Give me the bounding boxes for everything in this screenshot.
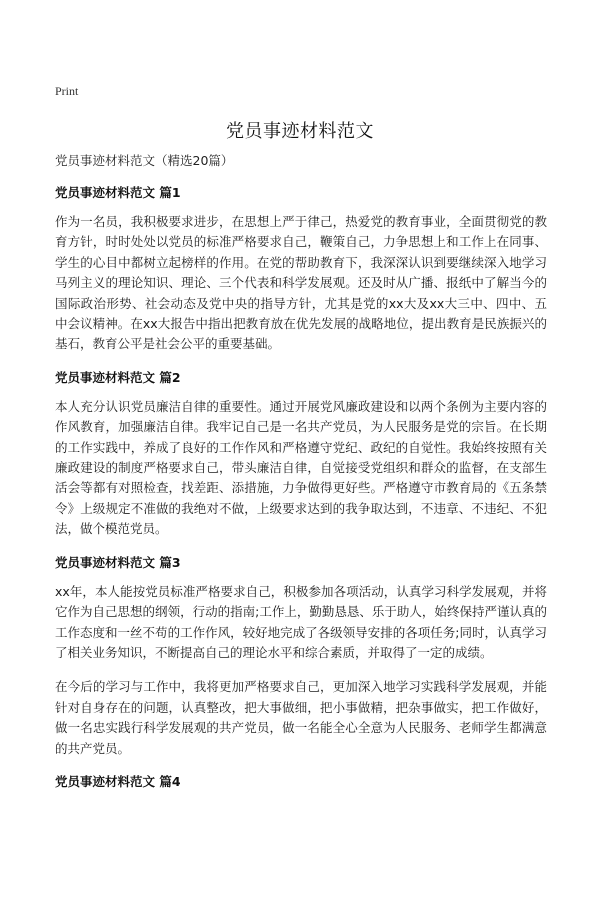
section-3-paragraph-2: 在今后的学习与工作中，我将更加严格要求自己，更加深入地学习实践科学发展观，并能针对自身存在的问题，认真整改，把大事做细，把小事做精，把杂事做实，把工作做好，做一名忠实践行科学发展观的共产党员，做一名能全心全意为人民服务、老师学生都满意的共产党员。 (55, 679, 547, 756)
section-1-paragraph-1: 作为一名员，我积极要求进步，在思想上严于律己，热爱党的教育事业，全面贯彻党的教育方针，时时处处以党员的标准严格要求自己，鞭策自己，力争思想上和工作上在同事、学生的心目中都树立起榜样的作用。在党的帮助教育下，我深深认识到要继续深入地学习马列主义的理论知识、理论、三个代表和科学发展观。还及时从广播、报纸中了解当今的国际政治形势、社会动态及党中央的指导方针，尤其是党的xx大及xx大三中、四中、五中会议精神。在xx大报告中指出把教育放在优先发展的战略地位，提出教育是民族振兴的基石，教育公平是社会公平的重要基础。 (55, 214, 547, 352)
print-label: Print (55, 84, 79, 98)
section-3-paragraph-1: xx年，本人能按党员标准严格要求自己，积极参加各项活动，认真学习科学发展观，并将它作为自己思想的纲领，行动的指南;工作上，勤勤恳恳、乐于助人，始终保持严谨认真的工作态度和一丝不苟的工作作风，较好地完成了各级领导安排的各项任务;同时，认真学习了相关业务知识，不断提高自己的理论水平和综合素质，并取得了一定的成绩。 (55, 583, 547, 660)
document-body (55, 152, 547, 801)
section-heading-2: 党员事迹材料范文 篇2 (55, 369, 181, 385)
document-title: 党员事迹材料范文 (226, 121, 374, 142)
section-heading-3: 党员事迹材料范文 篇3 (55, 554, 181, 570)
document-subtitle: 党员事迹材料范文（精选20篇） (55, 153, 234, 168)
section-2-paragraph-1: 本人充分认识党员廉洁自律的重要性。通过开展党风廉政建设和以两个条例为主要内容的作风教育，加强廉洁自律。我牢记自己是一名共产党员，为人民服务是党的宗旨。在长期的工作实践中，养成了良好的工作作风和严格遵守党纪、政纪的自觉性。我始终按照有关廉政建设的制度严格要求自己，带头廉洁自律，自觉接受党组织和群众的监督，在支部生活会等都有对照检查，找差距、添措施，力争做得更好些。严格遵守市教育局的《五条禁令》上级规定不准做的我绝对不做，上级要求达到的我争取达到，不违章、不违纪、不犯法，做个模范党员。 (55, 398, 547, 537)
section-heading-4: 党员事迹材料范文 篇4 (55, 773, 181, 789)
section-heading-1: 党员事迹材料范文 篇1 (55, 185, 181, 200)
